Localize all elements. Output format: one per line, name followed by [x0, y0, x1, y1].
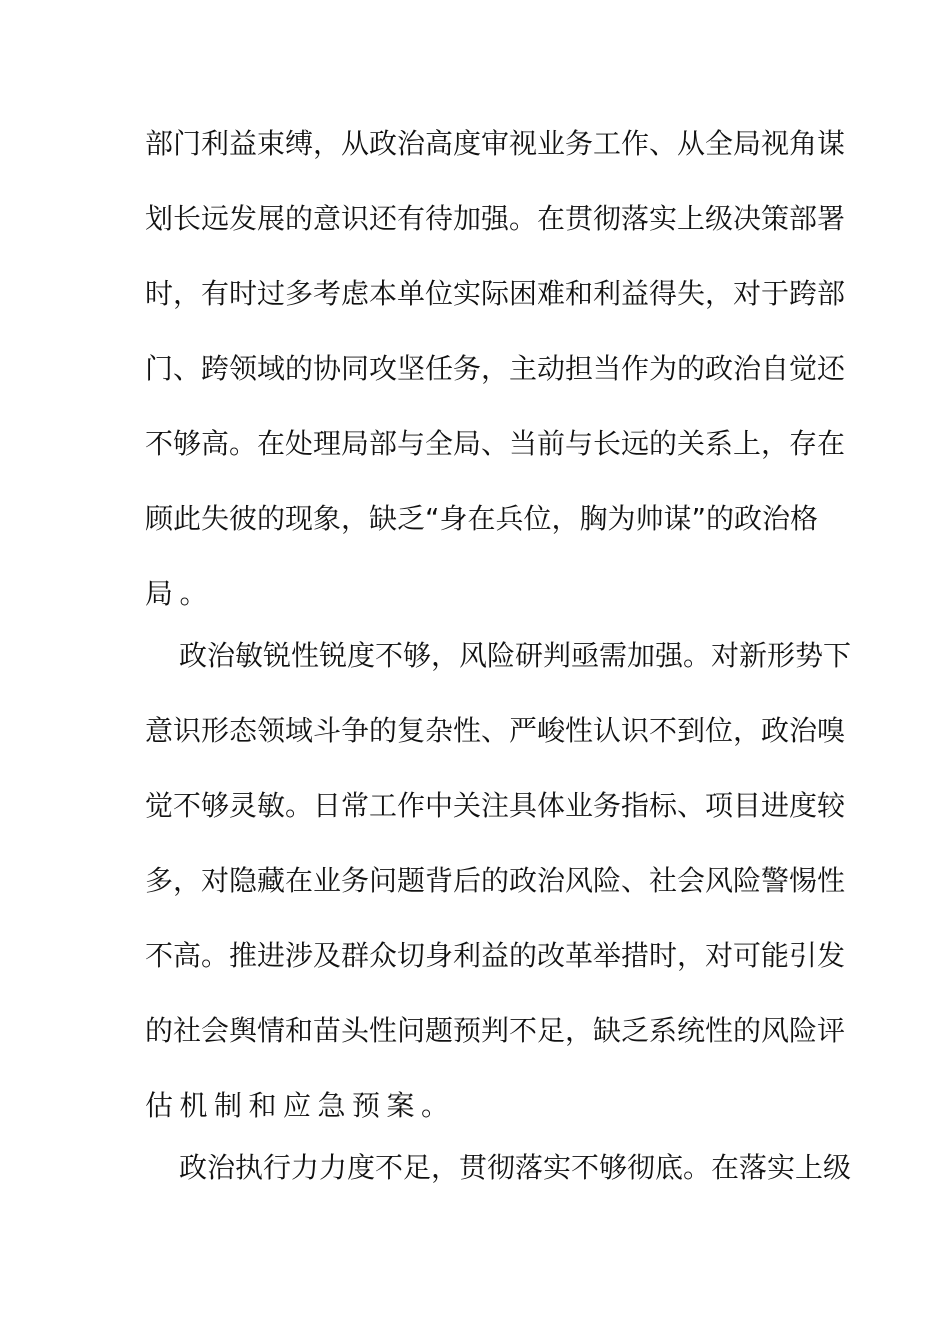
text-line: 顾此失彼的现象，缺乏“身在兵位，胸为帅谋”的政治格 — [145, 502, 819, 535]
text-line: 政治执行力力度不足，贯彻落实不够彻底。在落实上级 — [179, 1151, 852, 1184]
text-line: 局。 — [145, 577, 215, 610]
text-line: 划长远发展的意识还有待加强。在贯彻落实上级决策部署 — [145, 202, 846, 235]
text-line: 不高。推进涉及群众切身利益的改革举措时，对可能引发 — [145, 939, 846, 972]
text-line: 门、跨领域的协同攻坚任务，主动担当作为的政治自觉还 — [145, 352, 846, 385]
text-line: 政治敏锐性锐度不够，风险研判亟需加强。对新形势下 — [179, 639, 852, 672]
text-line: 不够高。在处理局部与全局、当前与长远的关系上，存在 — [145, 427, 846, 460]
text-line: 估机制和应急预案。 — [145, 1089, 456, 1122]
text-line: 时，有时过多考虑本单位实际困难和利益得失，对于跨部 — [145, 277, 846, 310]
text-line: 部门利益束缚，从政治高度审视业务工作、从全局视角谋 — [145, 127, 846, 160]
text-line: 的社会舆情和苗头性问题预判不足，缺乏系统性的风险评 — [145, 1014, 846, 1047]
paragraph-2 — [145, 618, 852, 1143]
document-page — [145, 106, 852, 1192]
paragraph-3 — [145, 1130, 852, 1205]
text-line: 意识形态领域斗争的复杂性、严峻性认识不到位，政治嗅 — [145, 714, 846, 747]
text-line: 觉不够灵敏。日常工作中关注具体业务指标、项目进度较 — [145, 789, 846, 822]
paragraph-1 — [145, 106, 846, 631]
text-line: 多，对隐藏在业务问题背后的政治风险、社会风险警惕性 — [145, 864, 846, 897]
